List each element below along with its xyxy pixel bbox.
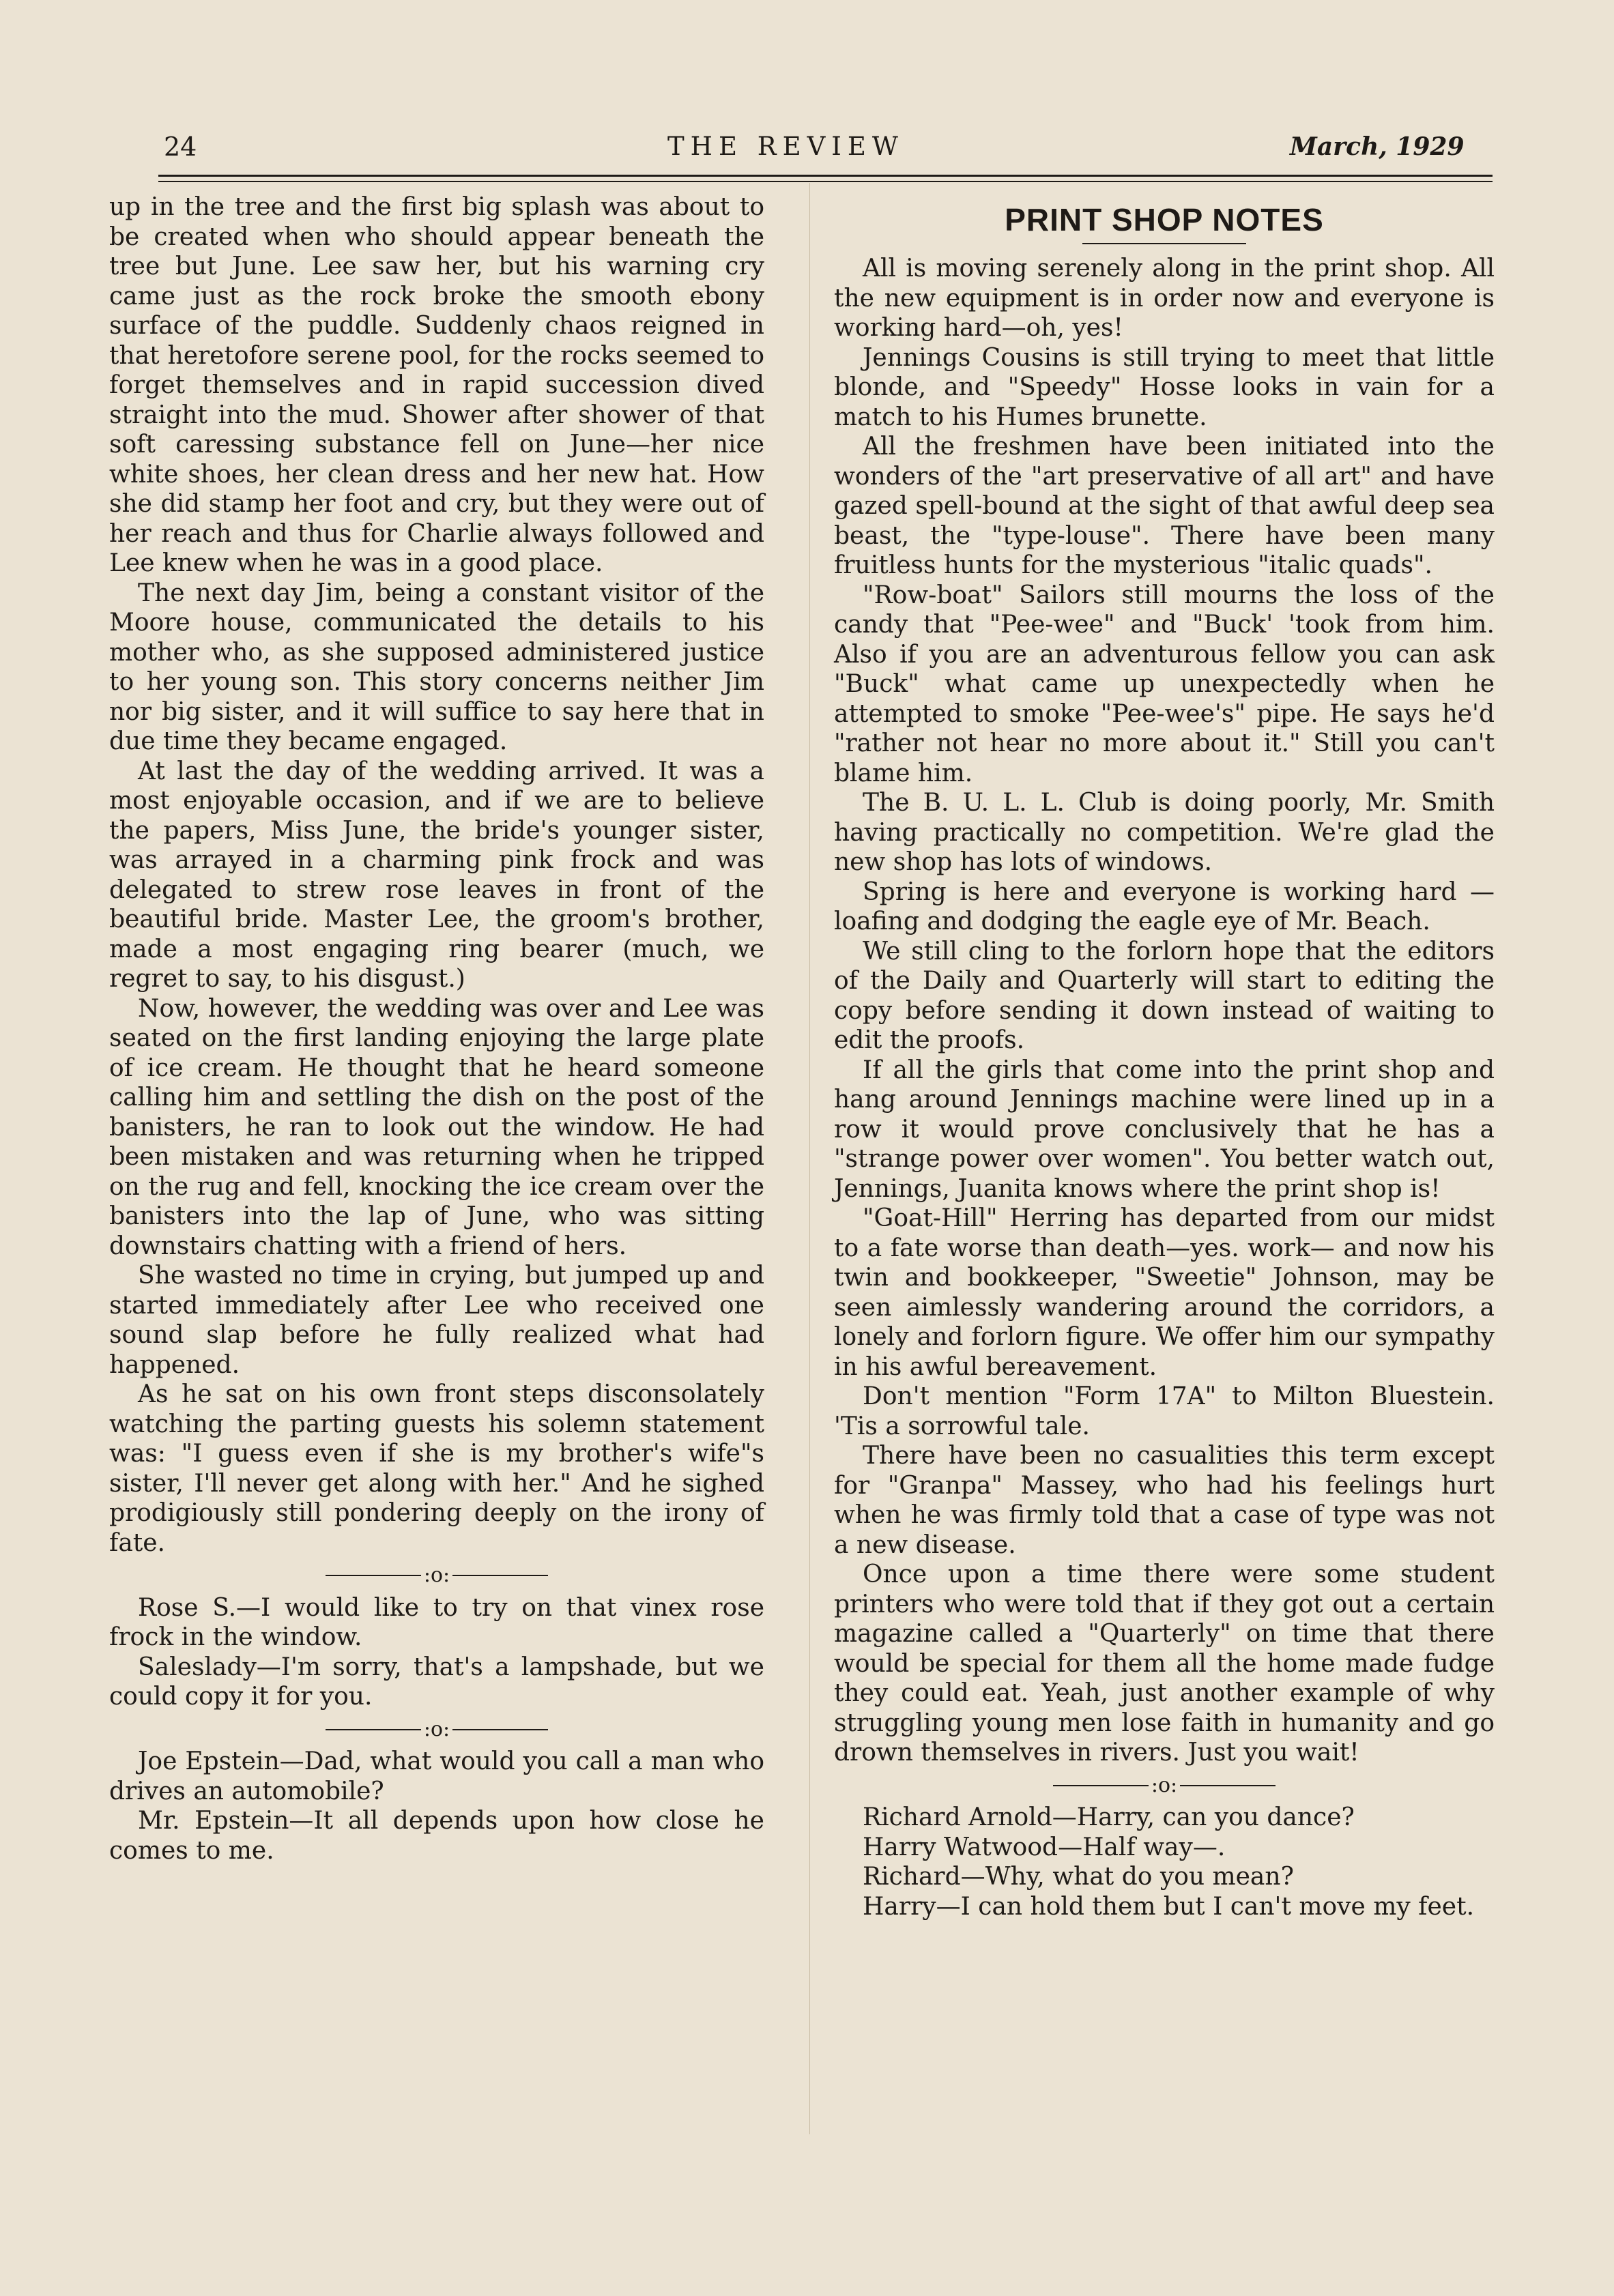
joke-line: Rose S.—I would like to try on that vinex rose frock in the window. [109, 1593, 764, 1651]
separator-mark: :o: [423, 1717, 450, 1741]
page-number: 24 [164, 132, 197, 162]
header-rule-thin [158, 181, 1493, 182]
joke-line: Richard Arnold—Harry, can you dance? [863, 1803, 1355, 1831]
notes-paragraph: All the freshmen have been initiated into the wonders of the "art preservative of all art" and have gazed spell-bound at the sight of that awful deep sea beast, the "type-louse". There have been many fruitless hunts for the mysterious "italic quads". [834, 433, 1495, 579]
joke-line: Harry—I can hold them but I can't move my feet. [863, 1892, 1475, 1921]
story-paragraph: Now, however, the wedding was over and Lee was seated on the first landing enjoying the large plate of ice cream. He thought that he heard someone calling him and settling the dish on the post of the banisters, he ran to look out the window. He had been mistaken and was returning when he tripped on the rug and fell, knocking the ice cream over the banisters into the lap of June, who was sitting downstairs chatting with a friend of hers. [109, 994, 764, 1260]
notes-paragraph: If all the girls that come into the print shop and hang around Jennings machine were lined up in a row it would prove conclusively that he has a "strange power over women". You better watch out, Jennings, Juanita knows where the print shop is! [834, 1056, 1495, 1203]
notes-paragraph: We still cling to the forlorn hope that the editors of the Daily and Quarterly will start to editing the copy before sending it down instead of waiting to edit the proofs. [834, 937, 1495, 1054]
joke-line: Richard—Why, what do you mean? [863, 1863, 1294, 1891]
notes-paragraph: Spring is here and everyone is working hard —loafing and dodging the eagle eye of Mr. Beach. [834, 877, 1495, 935]
separator-mark: :o: [423, 1563, 450, 1587]
right-column [834, 192, 1495, 1921]
notes-paragraph: Once upon a time there were some student printers who were told that if they got out a certain magazine called a "Quarterly" on time that there would be special for them all the home made fudge they could eat. Yeah, just another example of why struggling young men lose faith in humanity and go drown themselves in rivers. Just you wait! [834, 1560, 1495, 1767]
section-title: PRINT SHOP NOTES [1005, 202, 1324, 237]
column-divider [809, 183, 810, 2134]
notes-paragraph: "Row-boat" Sailors still mourns the loss of the candy that "Pee-wee" and "Buck' 'took from him. Also if you are an adventurous fellow you can ask "Buck" what came up unexpectedly when he attempted to smoke "Pee-wee's" pipe. He says he'd "rather not hear no more about it." Still you can't blame him. [834, 581, 1495, 787]
story-paragraph: She wasted no time in crying, but jumped up and started immediately after Lee who received one sound slap before he fully realized what had happened. [109, 1262, 764, 1379]
story-paragraph: At last the day of the wedding arrived. It was a most enjoyable occasion, and if we are to believe the papers, Miss June, the bride's younger sister, was arrayed in a charming pink frock and was delegated to strew rose leaves in front of the beautiful bride. Master Lee, the groom's brother, made a most engaging ring bearer (much, we regret to say, to his disgust.) [109, 757, 764, 993]
notes-paragraph: Don't mention "Form 17A" to Milton Bluestein. 'Tis a sorrowful tale. [834, 1382, 1495, 1440]
section-separator [834, 1769, 1495, 1801]
joke-line: Joe Epstein—Dad, what would you call a man who drives an automobile? [109, 1747, 764, 1805]
story-paragraph: The next day Jim, being a constant visitor of the Moore house, communicated the details to his mother who, as she supposed administered justice to her young son. This story concerns neither Jim nor big sister, and it will suffice to say here that in due time they became engaged. [109, 579, 764, 755]
notes-paragraph: There have been no casualities this term except for "Granpa" Massey, who had his feelings hurt when he was firmly told that a case of type was not a new disease. [834, 1442, 1495, 1559]
separator-mark: :o: [1151, 1773, 1178, 1797]
notes-paragraph: All is moving serenely along in the print shop. All the new equipment is in order now and everyone is working hard—oh, yes! [834, 255, 1495, 342]
section-separator [109, 1559, 764, 1590]
joke-line: Saleslady—I'm sorry, that's a lampshade, but we could copy it for you. [109, 1653, 764, 1711]
notes-paragraph: "Goat-Hill" Herring has departed from our midst to a fate worse than death—yes. work— and now his twin and bookkeeper, "Sweetie" Johnson, may be seen aimlessly wandering around the corridors, a lonely and forlorn figure. We offer him our sympathy in his awful bereavement. [834, 1204, 1495, 1381]
publication-title: THE REVIEW [667, 132, 904, 161]
notes-paragraph: Jennings Cousins is still trying to meet that little blonde, and "Speedy" Hosse looks in vain for a match to his Humes brunette. [834, 343, 1495, 431]
section-separator [109, 1713, 764, 1745]
story-paragraph: up in the tree and the first big splash was about to be created when who should appear beneath the tree but June. Lee saw her, but his warning cry came just as the rock broke the smooth ebony surface of the puddle. Suddenly chaos reigned in that heretofore serene pool, for the rocks seemed to forget themselves and in rapid succession dived straight into the mud. Shower after shower of that soft caressing substance fell on June—her nice white shoes, her clean dress and her new hat. How she did stamp her foot and cry, but they were out of her reach and thus for Charlie always followed and Lee knew when he was in a good place. [109, 193, 764, 577]
joke-line: Harry Watwood—Half way—. [863, 1833, 1226, 1861]
issue-date: March, 1929 [1290, 132, 1465, 161]
title-underline [1082, 243, 1246, 244]
left-column [109, 192, 764, 1865]
header-rule [158, 175, 1493, 177]
notes-paragraph: The B. U. L. L. Club is doing poorly, Mr. Smith having practically no competition. We're glad the new shop has lots of windows. [834, 789, 1495, 876]
joke-line: Mr. Epstein—It all depends upon how close he comes to me. [109, 1807, 764, 1865]
story-paragraph: As he sat on his own front steps disconsolately watching the parting guests his solemn statement was: "I guess even if she is my brother's wife"s sister, I'll never get along with her." And he sighed prodigiously still pondering deeply on the irony of fate. [109, 1380, 764, 1557]
